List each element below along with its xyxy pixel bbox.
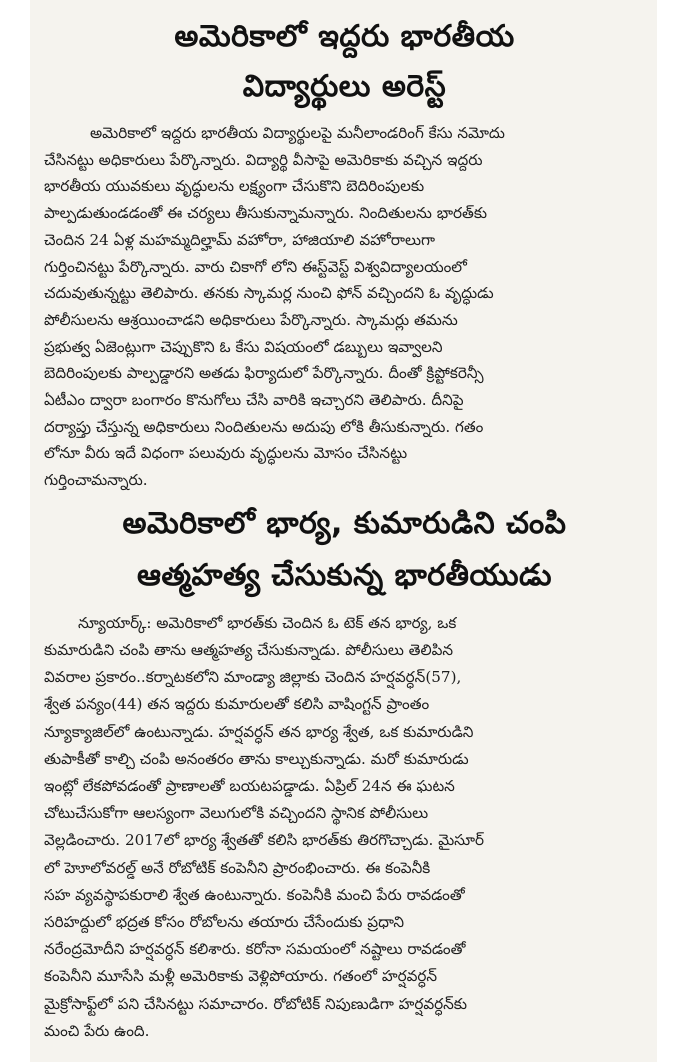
headline-line: విద్యార్థులు అరెస్ట్: [242, 69, 447, 104]
article-2-body: [44, 610, 645, 1045]
body-line: అమెరికాలో ఇద్దరు భారతీయ విద్యార్థులపై మనీలాండరింగ్ కేసు నమోదు: [90, 124, 505, 142]
article-1-headline: [44, 0, 645, 112]
body-line: పోలీసులను ఆశ్రయించాడని అధికారులు పేర్కొన్నారు. స్కామర్లు తమను: [44, 310, 458, 329]
body-line: దర్యాప్తు చేస్తున్న అధికారులు నిందితులను అదుపు లోకి తీసుకున్నారు. గతం: [44, 417, 484, 436]
body-line: లోనూ వీరు ఇదే విధంగా పలువురు వృద్ధులను మోసం చేసినట్టు: [44, 444, 408, 463]
body-line: శ్వేత పన్యం(44) తన ఇద్దరు కుమారులతో కలిసి వాషింగ్టన్ ప్రాంతం: [44, 695, 430, 714]
body-line: వెల్లడించారు. 2017లో భార్య శ్వేతతో కలిసి భారత్‌కు తిరగొచ్చాడు. మైసూర్: [44, 831, 484, 850]
body-line: భారతీయ యువకులు వృద్ధులను లక్ష్యంగా చేసుకొని బెదిరింపులకు: [44, 177, 425, 196]
body-line: చోటుచేసుకోగా ఆలస్యంగా వెలుగులోకి వచ్చిందని స్థానిక పోలీసులు: [44, 804, 429, 823]
body-line: బెదిరింపులకు పాల్పడ్డారని అతడు ఫిర్యాదులో పేర్కొన్నారు. దీంతో క్రిప్టోకరెన్సీ: [44, 364, 484, 383]
article-2-headline: [44, 498, 645, 602]
body-line: కుమారుడిని చంపి తాను ఆత్మహత్య చేసుకున్నాడు. పోలీసులు తెలిపిన: [44, 641, 454, 660]
body-line: గుర్తించామన్నారు.: [44, 471, 148, 490]
body-line: న్యూక్యాజిల్‌లో ఉంటున్నాడు. హర్షవర్ధన్ తన భార్య శ్వేత, ఒక కుమారుడిని: [44, 722, 474, 741]
headline-line: అమెరికాలో భార్య, కుమారుడిని చంపి: [122, 505, 567, 541]
body-line: మైక్రోసాఫ్ట్‌లో పని చేసినట్టు సమాచారం. రోబోటిక్ నిపుణుడిగా హర్షవర్ధన్‌కు: [44, 994, 467, 1013]
body-line: ఏటీఎం ద్వారా బంగారం కొనుగోలు చేసి వారికి ఇచ్చారని తెలిపారు. దీనిపై: [44, 391, 464, 410]
body-line: ఇంట్లో లేకపోవడంతో ప్రాణాలతో బయటపడ్డాడు. ఏప్రిల్ 24న ఈ ఘటన: [44, 777, 455, 796]
body-line: మంచి పేరు ఉంది.: [44, 1021, 150, 1040]
body-line: చదువుతున్నట్టు తెలిపారు. తనకు స్కామర్ల నుంచి ఫోన్ వచ్చిందని ఓ వృద్ధుడు: [44, 284, 494, 303]
body-line: పాల్పడుతుండడంతో ఈ చర్యలు తీసుకున్నామన్నారు. నిందితులను భారత్‌కు: [44, 204, 488, 223]
body-line: న్యూయార్క్: అమెరికాలో భారత్‌కు చెందిన ఓ టెక్ తన భార్య, ఒక: [78, 613, 457, 632]
article-1-body: [44, 120, 645, 494]
body-line: ప్రభుత్వ ఏజెంట్లుగా చెప్పుకొని ఓ కేసు విషయంలో డబ్బులు ఇవ్వాలని: [44, 337, 443, 356]
body-line: లో హెూలోవరల్డ్ అనే రోబోటిక్ కంపెనీని ప్రారంభించారు. ఈ కంపెనీకి: [44, 858, 431, 877]
body-line: చెందిన 24 ఏళ్ల మహమ్మదిల్హామ్ వహోరా, హాజియాలి వహోరాలుగా: [44, 230, 435, 249]
headline-line: ఆత్మహత్య చేసుకున్న భారతీయుడు: [136, 557, 553, 593]
body-line: చేసినట్టు అధికారులు పేర్కొన్నారు. విద్యార్థి వీసాపై అమెరికాకు వచ్చిన ఇద్దరు: [44, 150, 483, 169]
body-line: సరిహద్దులో భద్రత కోసం రోబోలను తయారు చేసేందుకు ప్రధాని: [44, 913, 405, 932]
body-line: వివరాల ప్రకారం..కర్నాటకలోని మాండ్యా జిల్లాకు చెందిన హర్షవర్ధన్(57),: [44, 668, 462, 687]
body-line: తుపాకీతో కాల్చి చంపి అనంతరం తాను కాల్చుకున్నాడు. మరో కుమారుడు: [44, 749, 469, 768]
body-line: కంపెనీని మూసేసి మళ్లీ అమెరికాకు వెళ్లిపోయారు. గతంలో హర్షవర్ధన్: [44, 967, 438, 986]
body-line: గుర్తించినట్టు పేర్కొన్నారు. వారు చికాగో లోని ఈస్ట్‌వెస్ట్ విశ్వవిద్యాలయంలో: [44, 257, 467, 276]
headline-line: అమెరికాలో ఇద్దరు భారతీయ: [174, 19, 515, 54]
body-line: సహ వ్యవస్థాపకురాలి శ్వేత ఉంటున్నారు. కంపెనీకి మంచి పేరు రావడంతో: [44, 885, 465, 904]
newspaper-clipping: [30, 0, 657, 1062]
body-line: నరేంద్రమోదీని హర్షవర్ధన్ కలిశారు. కరోనా సమయంలో నష్టాలు రావడంతో: [44, 940, 466, 959]
